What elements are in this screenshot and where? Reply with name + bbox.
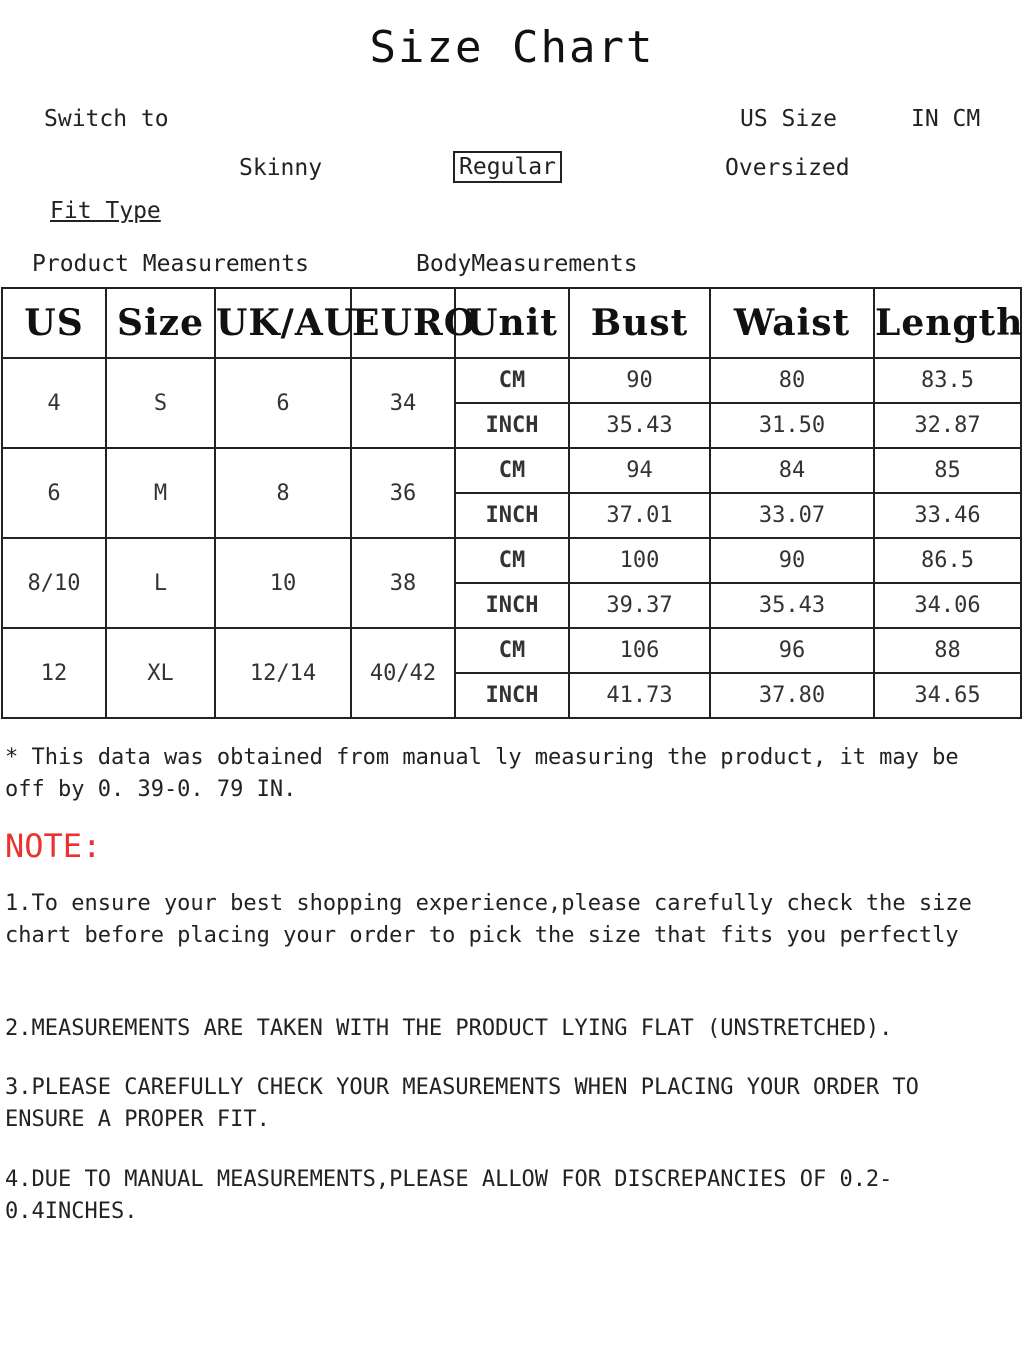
cell-us: 8/10 [2, 538, 106, 628]
header-us: US [2, 288, 106, 358]
measurement-disclaimer: * This data was obtained from manual ly measuring the product, it may be off by 0. 39-0. 79 IN. [5, 745, 959, 802]
header-bust: Bust [569, 288, 710, 358]
header-waist: Waist [710, 288, 874, 358]
cell-bust: 106 [569, 628, 710, 673]
cell-length: 34.06 [874, 583, 1021, 628]
cell-euro: 38 [351, 538, 455, 628]
cell-bust: 94 [569, 448, 710, 493]
cell-length: 83.5 [874, 358, 1021, 403]
cell-size: M [106, 448, 215, 538]
cell-waist: 37.80 [710, 673, 874, 718]
cell-length: 32.87 [874, 403, 1021, 448]
cell-unit: INCH [455, 403, 569, 448]
cell-us: 4 [2, 358, 106, 448]
table-row [2, 538, 1021, 583]
cell-us: 12 [2, 628, 106, 718]
table-header-row [2, 288, 1021, 358]
switch-to-label: Switch to [44, 106, 169, 132]
table-row [2, 628, 1021, 673]
fit-option-oversized[interactable]: Oversized [725, 155, 850, 181]
cell-ukau: 8 [215, 448, 351, 538]
note-item: 1.To ensure your best shopping experience,please carefully check the size chart before placing your order to pick the size that fits you perfectly [5, 891, 972, 948]
cell-length: 33.46 [874, 493, 1021, 538]
cell-length: 88 [874, 628, 1021, 673]
unit-toggle[interactable]: IN CM [911, 106, 981, 132]
fit-option-regular[interactable]: Regular [453, 151, 562, 183]
cell-waist: 90 [710, 538, 874, 583]
cell-bust: 39.37 [569, 583, 710, 628]
cell-us: 6 [2, 448, 106, 538]
cell-waist: 35.43 [710, 583, 874, 628]
cell-unit: INCH [455, 493, 569, 538]
cell-ukau: 12/14 [215, 628, 351, 718]
table-row [2, 358, 1021, 403]
cell-unit: CM [455, 628, 569, 673]
cell-ukau: 10 [215, 538, 351, 628]
cell-bust: 37.01 [569, 493, 710, 538]
cell-euro: 40/42 [351, 628, 455, 718]
page-title: Size Chart [369, 22, 655, 73]
cell-waist: 84 [710, 448, 874, 493]
cell-waist: 80 [710, 358, 874, 403]
cell-unit: INCH [455, 673, 569, 718]
cell-length: 34.65 [874, 673, 1021, 718]
fit-option-skinny[interactable]: Skinny [239, 155, 323, 181]
cell-size: XL [106, 628, 215, 718]
tab-body-measurements[interactable]: BodyMeasurements [416, 251, 638, 277]
cell-bust: 41.73 [569, 673, 710, 718]
table-row [2, 448, 1021, 493]
fit-type-label: Fit Type [50, 198, 161, 224]
cell-unit: CM [455, 448, 569, 493]
cell-bust: 100 [569, 538, 710, 583]
header-ukau: UK/AU [215, 288, 351, 358]
cell-waist: 31.50 [710, 403, 874, 448]
note-item: 3.PLEASE CAREFULLY CHECK YOUR MEASUREMENTS WHEN PLACING YOUR ORDER TO ENSURE A PROPER FIT. [5, 1075, 919, 1132]
cell-size: S [106, 358, 215, 448]
header-length: Length [874, 288, 1021, 358]
tab-product-measurements[interactable]: Product Measurements [32, 251, 309, 277]
header-unit: Unit [455, 288, 569, 358]
cell-euro: 36 [351, 448, 455, 538]
header-size: Size [106, 288, 215, 358]
cell-unit: CM [455, 538, 569, 583]
size-table [1, 287, 1022, 719]
cell-waist: 33.07 [710, 493, 874, 538]
cell-bust: 90 [569, 358, 710, 403]
cell-bust: 35.43 [569, 403, 710, 448]
note-item: 4.DUE TO MANUAL MEASUREMENTS,PLEASE ALLOW FOR DISCREPANCIES OF 0.2-0.4INCHES. [5, 1167, 893, 1224]
cell-ukau: 6 [215, 358, 351, 448]
header-euro: EURO [351, 288, 455, 358]
cell-length: 85 [874, 448, 1021, 493]
cell-unit: CM [455, 358, 569, 403]
cell-unit: INCH [455, 583, 569, 628]
cell-euro: 34 [351, 358, 455, 448]
cell-length: 86.5 [874, 538, 1021, 583]
note-item: 2.MEASUREMENTS ARE TAKEN WITH THE PRODUCT LYING FLAT (UNSTRETCHED). [5, 1016, 893, 1041]
cell-waist: 96 [710, 628, 874, 673]
note-title: NOTE: [5, 827, 102, 865]
cell-size: L [106, 538, 215, 628]
us-size-selector[interactable]: US Size [740, 106, 837, 132]
